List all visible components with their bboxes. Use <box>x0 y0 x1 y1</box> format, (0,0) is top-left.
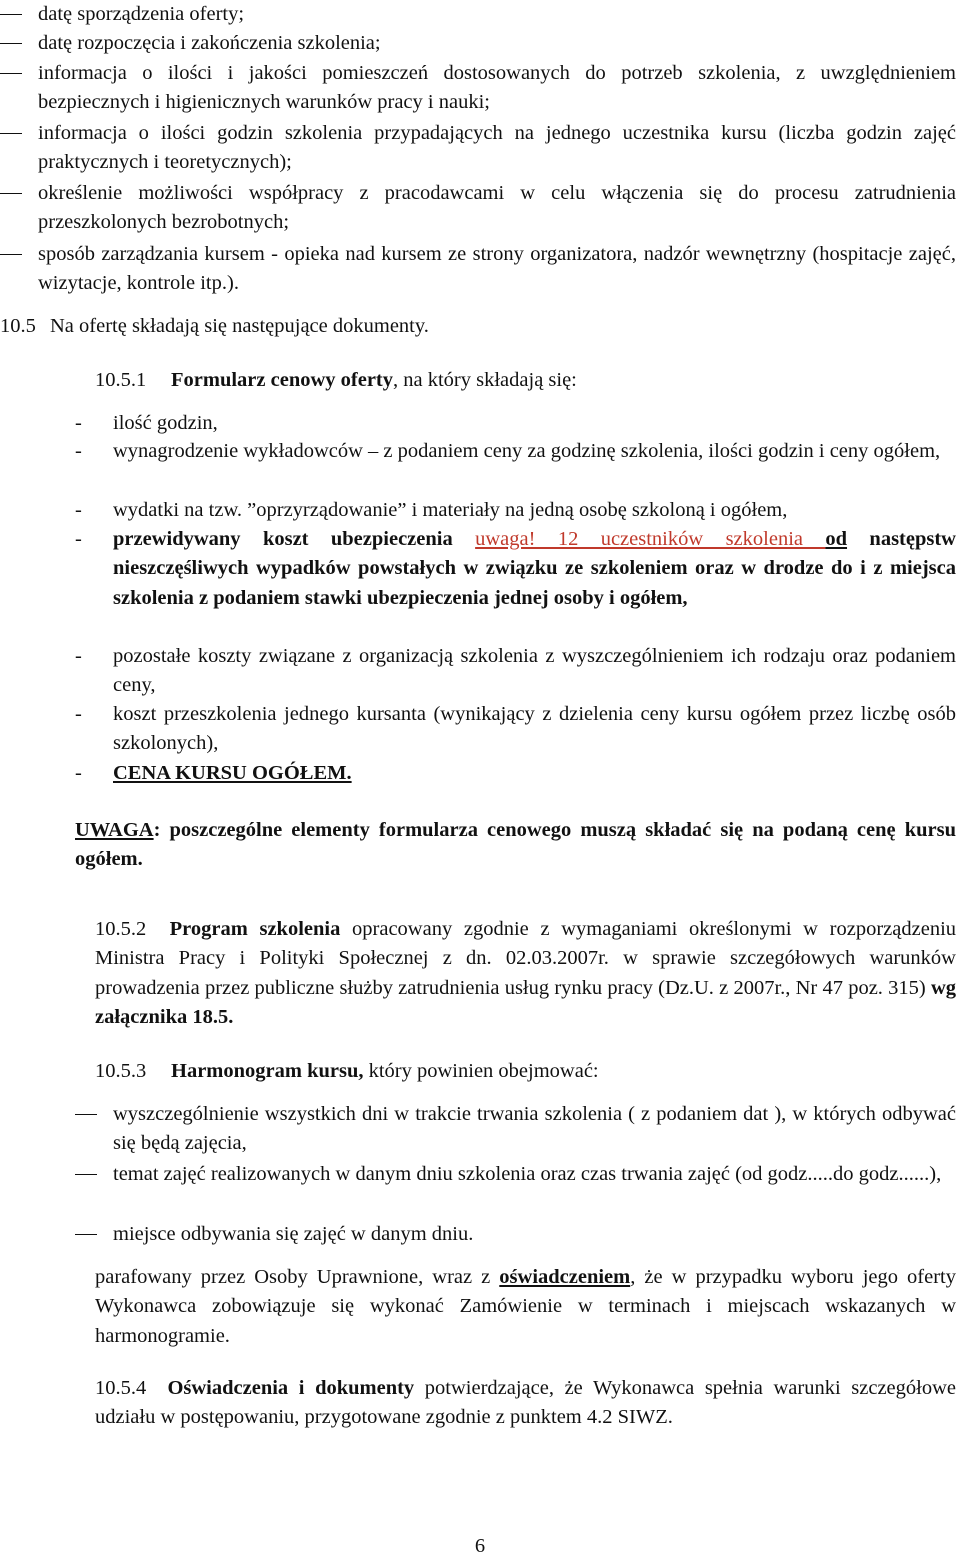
section-paragraph: 10.5.2 Program szkolenia opracowany zgodnie z wymaganiami określonymi w rozporządzeniu Ministra Pracy i Polityki Społecznej z dn. 02.03.2007r. w sprawie szczegółowych warunków prowadzenia przez publiczne służby zatrudnienia usług rynku pracy (Dz.U. z 2007r., Nr 47 poz. 315) wg załącznika 18.5. <box>95 918 957 1028</box>
section-heading: Na ofertę składają się następujące dokumenty. <box>50 315 429 337</box>
section-title: Formularz cenowy oferty <box>171 369 393 391</box>
paragraph: parafowany przez Osoby Uprawnione, wraz z oświadczeniem, że w przypadku wyboru jego oferty Wykonawca zobowiązuje się wykonać Zamówienie w terminach i miejscach wskazanych w harmonogramie. <box>95 1266 956 1347</box>
list-item: wydatki na tzw. ”oprzyrządowanie” i materiały na jedną osobę szkoloną i ogółem, <box>113 499 788 521</box>
section-paragraph: 10.5.4 Oświadczenia i dokumenty potwierdzające, że Wykonawca spełnia warunki szczegółowe udziału w postępowaniu, przygotowane zgodnie z punktem 4.2 SIWZ. <box>95 1377 956 1429</box>
warning-note: uwaga! 12 uczestników szkolenia <box>475 528 826 550</box>
note-paragraph: UWAGA: poszczególne elementy formularza cenowego muszą składać się na podaną cenę kursu ogółem. <box>75 819 956 871</box>
section-heading: Formularz cenowy oferty, na który składają się: <box>171 369 577 391</box>
section-number: 10.5.1 <box>95 369 147 391</box>
section-title: Program szkolenia <box>169 918 341 940</box>
list-item: koszt przeszkolenia jednego kursanta (wynikający z dzielenia ceny kursu ogółem przez liczbę osób szkolonych), <box>113 703 956 755</box>
list-item: wynagrodzenie wykładowców – z podaniem ceny za godzinę szkolenia, ilości godzin i ceny ogółem, <box>113 440 941 462</box>
document-page: datę sporządzenia oferty; datę rozpoczęcia i zakończenia szkolenia; informacja o ilości i jakości pomieszczeń dostosowanych do potrzeb szkolenia, z uwzględnieniem bezpiecznych i higienicznych warunków pracy i nauki; informacja o ilości godzin szkolenia przypadających na jednego uczestnika kursu (liczba godzin zajęć praktycznych i teoretycznych); określenie możliwości współpracy z pracodawcami w celu włączenia się do procesu zatrudnienia przeszkolonych bezrobotnych; sposób zarządzania kursem - opieka nad kursem ze strony organizatora, nadzór wewnętrzny (hospitacje zajęć, wizytacje, kontrole itp.). 10.5 Na ofertę składają się następujące dokumenty. 10.5.1 Formularz cenowy oferty, na który składają się: - ilość godzin, - wynagrodzenie wykładowców – z podaniem ceny za godzinę szkolenia, ilości godzin i ceny ogółem, - wydatki na tzw. ”oprzyrządowanie” i materiały na jedną osobę szkoloną i ogółem, - przewidywany koszt ubezpieczenia uwaga! 12 uczestników szkolenia od następstw nieszczęśliwych wypadków powstałych w związku ze szkoleniem oraz w drodze do i z miejsca szkolenia z podaniem stawki ubezpieczenia jednej osoby i ogółem, - pozostałe koszty związane z organizacją szkolenia z wyszczególnieniem ich rodzaju oraz podaniem ceny, - koszt przeszkolenia jednego kursanta (wynikający z dzielenia ceny kursu ogółem przez liczbę osób szkolonych), - CENA KURSU OGÓŁEM. UWAGA: poszczególne elementy formularza cenowego muszą składać się na podaną cenę kursu ogółem. 10.5.2 Program szkolenia opracowany zgodnie z wymaganiami określonymi w rozporządzeniu Ministra Pracy i Polityki Społecznej z dn. 02.03.2007r. w sprawie szczegółowych warunków prowadzenia przez publiczne służby zatrudnienia usług rynku pracy (Dz.U. z 2007r., Nr 47 poz. 315) wg załącznika 18.5. 10.5.3 Harmonogram kursu, który powinien obejmować: wyszczególnienie wszystkich dni w trakcie trwania szkolenia ( z podaniem dat ), w których odbywać się będą zajęcia, temat zajęć realizowanych w danym dniu szkolenia oraz czas trwania zajęć (od godz.....do godz......), miejsce odbywania się zajęć w danym dniu. parafowany przez Osoby Uprawnione, wraz z oświadczeniem, że w przypadku wyboru jego oferty Wykonawca zobowiązuje się wykonać Zamówienie w terminach i miejscach wskazanych w harmonogramie. 10.5.4 Oświadczenia i dokumenty potwierdzające, że Wykonawca spełnia warunki szczegółowe udziału w postępowaniu, przygotowane zgodnie z punktem 4.2 SIWZ. 6 <box>0 0 960 1559</box>
list-item-total: CENA KURSU OGÓŁEM. <box>113 762 352 784</box>
list-item: przewidywany koszt ubezpieczenia uwaga! 12 uczestników szkolenia od następstw nieszczęśliwych wypadków powstałych w związku ze szkoleniem oraz w drodze do i z miejsca szkolenia z podaniem stawki ubezpieczenia jednej osoby i ogółem, <box>113 528 956 609</box>
page-number: 6 <box>474 1535 486 1557</box>
section-number: 10.5.3 <box>95 1060 147 1082</box>
section-heading: Harmonogram kursu, który powinien obejmować: <box>171 1060 599 1082</box>
list-item: pozostałe koszty związane z organizacją szkolenia z wyszczególnieniem ich rodzaju oraz podaniem ceny, <box>113 645 956 697</box>
section-title: Harmonogram kursu, <box>171 1060 364 1082</box>
section-title: Oświadczenia i dokumenty <box>167 1377 415 1399</box>
section-number: 10.5 <box>0 315 36 337</box>
note-label: UWAGA <box>75 819 154 841</box>
list-item: ilość godzin, <box>113 412 218 434</box>
